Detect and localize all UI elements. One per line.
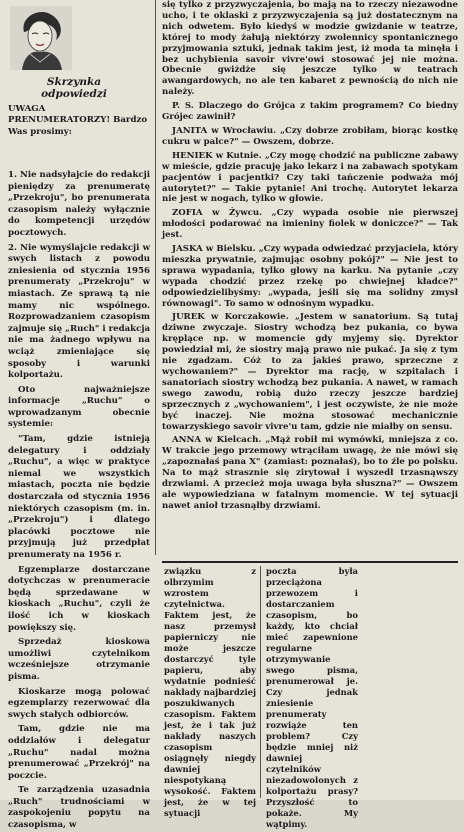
paragraph: się tylko z przyzwyczajenia, bo mają na to rzeczy niezawodne ucho, i te oklaski z przyzwyczajenia są już dostatecznym na nich odwetem. Było kiedyś w modzie gwizdanie w teatrze, której to mody żałują niektórzy zwolennicy spontanicznego przyjmowania sztuki, jednak takim jest, iż moda ta minęła i bez uchybienia savoir vivre'owi stosować jej nie można. Obecnie gwiżdże się jeszcze tylko w teatrach awangardowych, no ale ten kabaret z pewnością do nich nie należy. (162, 0, 458, 98)
paragraph: 1. Nie nadsyłajcie do redakcji pieniędzy za prenumeratę „Przekroju", bo prenumerata czasopism należy wyłącznie do kompetencji urzędów pocztowych. (8, 170, 151, 238)
paragraph: poczta była przeciążona przewozem i dostarczaniem czasopism, bo każdy, kto chciał mieć zapewnione regularne otrzymywanie swego pisma, prenumerował je. Czy jednak zniesienie prenumeraty rozwiąże ten problem? Czy będzie mniej niż dawniej czytelników niezadowolonych z kolportażu prasy? Przyszłość to pokaże. My wątpimy. (266, 566, 358, 829)
paragraph: P. S. Dlaczego do Grójca z takim programem? Co biedny Grójec zawinił? (162, 101, 458, 123)
paragraph: Kioskarze mogą polować egzemplarzy rezerwować dla swych stałych odbiorców. (8, 686, 150, 720)
section-title-line1: Skrzynka (46, 76, 102, 88)
paragraph: ANNA w Kielcach. „Mąż robił mi wymówki, mniejsza z co. W trakcie jego przemowy wtrąciłam uwagę, że nie mówi się „zapoznałaś pana X" (zamiast: poznałaś), bo to źle po polsku. Na to mąż strasznie się zirytował i wyszedł trzasnąwszy drzwiami. A przecież moja uwaga była słuszna?" — Owszem ale wypowiedziana w fatalnym momencie. W tej sytuacji nawet anioł trzasnąłby drzwiami. (162, 435, 458, 511)
intro-notice: UWAGA PRENUMERATORZY! Bardzo Was prosimy: (8, 104, 148, 137)
section-heading (10, 76, 138, 100)
paragraph: Tam, gdzie nie ma oddziałów i delegatur „Ruchu" nadal można prenumerować „Przekrój" na poczcie. (8, 724, 150, 781)
paragraph: Sprzedaż kioskowa umożliwi czytelnikom wcześniejsze otrzymanie pisma. (8, 637, 150, 682)
lower-section (162, 566, 458, 829)
paragraph: ZOFIA w Żywcu. „Czy wypada osobie nie pierwszej młodości podarować na imieniny fiolek w doniczce?" — Tak jest. (162, 208, 458, 241)
woman-portrait-icon (10, 6, 72, 70)
portrait-illustration (10, 6, 72, 70)
paragraph: "Tam, gdzie istnieją delegatury i oddziały „Ruchu", a więc w praktyce niemal we wszystkich miastach, poczta nie będzie dostarczała od stycznia 1956 niektórych czasopism (m. in. „Przekroju") i dlatego placówki pocztowe nie przyjmują już przedpłat prenumeraty na 1956 r. (8, 434, 150, 560)
left-body (8, 170, 151, 831)
section-title-line2: odpowiedzi (41, 88, 107, 100)
paragraph: HENIEK w Kutnie. „Czy mogę chodzić na publiczne zabawy w mieście, gdzie pracuję jako lekarz i na zabawach spotykam pacjentów i pacjentki? Czy taki tańczenie podważa mój autorytet?" — Takie pytanie! Ani trochę. Autorytet lekarza nie jest w nogach, tylko w głowie. (162, 150, 458, 205)
column-divider (260, 566, 261, 798)
horizontal-divider (162, 561, 458, 563)
lower-column-2 (266, 566, 358, 829)
paragraph: związku z olbrzymim wzrostem czytelnictwa. Faktem jest, że nasz przemysł papierniczy nie może jeszcze dostarczyć tyle papieru, aby wydatnie podnieść nakłady najbardziej poszukiwanych czasopism. Faktem jest, że i tak już nakłady naszych czasopism osiągnęły niegdy dawniej niespotykaną wysokość. Faktem jest, że w tej sytuacji (164, 566, 256, 818)
column-divider (155, 0, 156, 555)
paragraph: Egzemplarze dostarczane dotychczas w prenumeracie będą sprzedawane w kioskach „Ruchu", czyli że ilość ich w kioskach powiększy się. (8, 564, 150, 633)
lower-column-1 (164, 566, 256, 818)
paragraph: Oto najważniejsze informacje „Ruchu" o wprowadzanym obecnie systemie: (8, 384, 150, 430)
paragraph: JANITA w Wrocławiu. „Czy dobrze zrobiłam, biorąc kostkę cukru w palce?" — Owszem, dobrze. (162, 125, 458, 147)
right-column (162, 0, 458, 560)
paragraph: JASKA w Bielsku. „Czy wypada odwiedzać przyjaciela, który mieszka prywatnie, zajmując osobny pokój?" — Nie jest to sprawa wypadania, tylko głowy na karku. Na pytanie „czy wypada chodzić przez rzekę po chwiejnej kładce?" odpowiedzielibyśmy: „wypada, jeśli się ma solidny zmysł równowagi". To samo w odnośnym wypadku. (162, 244, 458, 309)
paragraph: Te zarządzenia uzasadnia „Ruch" trudnościami w zaspokojeniu popytu na czasopisma, w (8, 785, 150, 831)
left-column (4, 0, 151, 831)
paragraph: JUREK w Korczakowie. „Jestem w sanatorium. Są tutaj dziwne zwyczaje. Siostry wchodzą bez pukania, co bywa kręplące np. w momencie gdy myjemy się. Dyrektor powiedział mi, że siostry mają prawo nie pukać. Ja się z tym nie zgadzam. Cóż to za jakieś prawo, sprzeczne z wychowaniem?" — Dyrektor ma rację, w szpitalach i sanatoriach siostry wchodzą bez pukania. A nawet, w ramach swego zawodu, robią dużo rzeczy jeszcze bardziej sprzecznych z „wychowaniem", i jest oczywiste, że nie może być inaczej. Nie można stosować mechanicznie towarzyskiego savoir vivre'u tam, gdzie nie miałby on sensu. (162, 312, 458, 432)
paragraph: 2. Nie wymyślajcie redakcji w swych listach z powodu zniesienia od stycznia 1956 prenumeraty „Przekroju" w miastach. Ze sprawą tą nie mamy nic wspólnego. Rozprowadzaniem czasopism zajmuje się „Ruch" i redakcja nie ma żadnego wpływu na wciąż zmieniające się sposoby i warunki kolportażu. (8, 242, 151, 381)
